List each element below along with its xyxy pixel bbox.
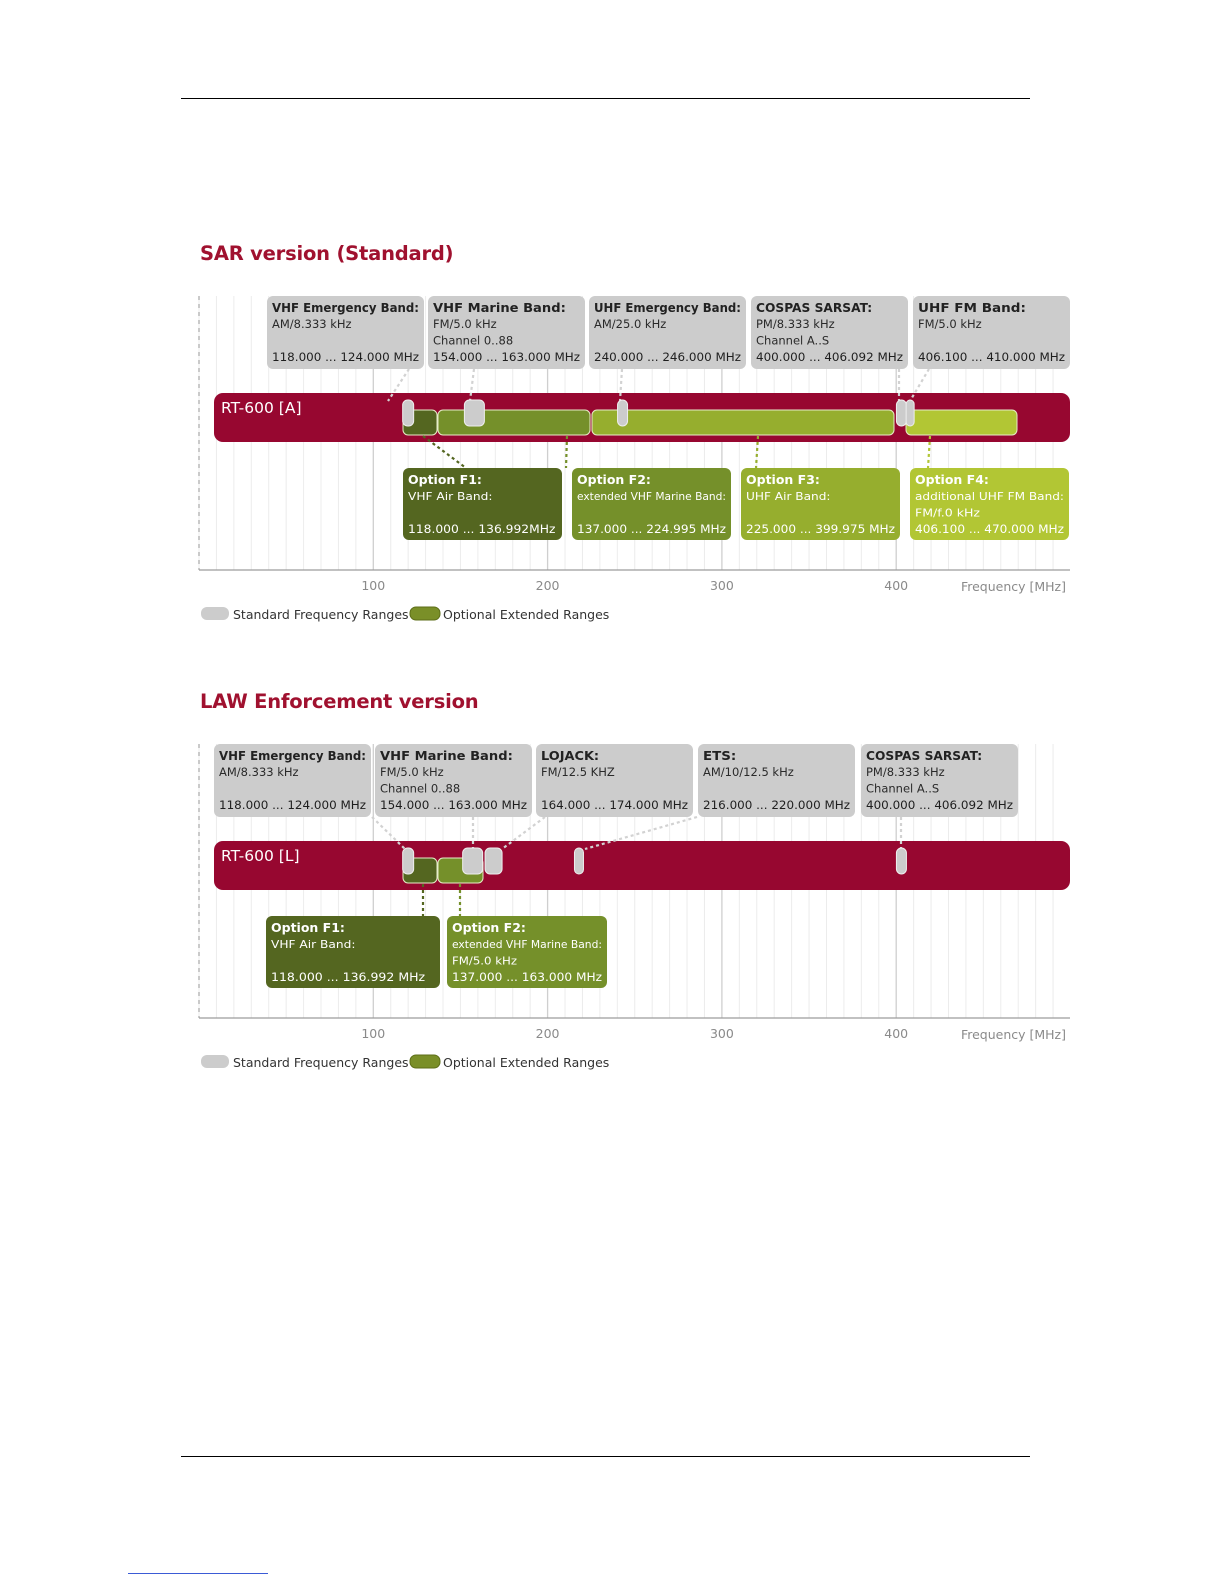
- option-title: Option F2:: [452, 920, 526, 935]
- legend-standard-swatch: [201, 607, 229, 620]
- optional-range-bar-f4: [906, 410, 1017, 435]
- standard-marker-vhf-emergency: [403, 400, 414, 426]
- legend-optional-swatch: [410, 1055, 440, 1068]
- x-tick-label: 100: [361, 578, 386, 593]
- option-title: Option F3:: [746, 472, 820, 487]
- optional-range-bar-f3: [592, 410, 894, 435]
- standard-marker-cospas-sarsat: [896, 400, 906, 426]
- option-card-f2: [447, 916, 607, 988]
- band-card-vhf-marine: [375, 744, 532, 817]
- legend-standard-swatch: [201, 1055, 229, 1068]
- x-tick-label: 200: [535, 578, 560, 593]
- option-card-f1: [403, 468, 562, 540]
- option-range: 406.100 ... 470.000 MHz: [915, 522, 1064, 536]
- standard-marker-cospas-sarsat: [896, 848, 906, 874]
- band-range: 118.000 ... 124.000 MHz: [272, 350, 419, 364]
- x-tick-label: 300: [709, 1026, 734, 1041]
- band-range: 400.000 ... 406.092 MHz: [756, 350, 903, 364]
- band-range: 240.000 ... 246.000 MHz: [594, 350, 741, 364]
- band-range: 216.000 ... 220.000 MHz: [703, 798, 850, 812]
- option-title: Option F4:: [915, 472, 989, 487]
- x-axis-label: Frequency [MHz]: [960, 579, 1066, 594]
- band-title: UHF FM Band:: [918, 300, 1026, 315]
- band-title: LOJACK:: [541, 748, 600, 763]
- band-detail: FM/5.0 kHz: [918, 317, 982, 331]
- band-title: COSPAS SARSAT:: [866, 748, 983, 763]
- band-title: COSPAS SARSAT:: [756, 300, 873, 315]
- band-title: VHF Emergency Band:: [219, 748, 366, 763]
- option-range: 137.000 ... 163.000 MHz: [452, 970, 602, 984]
- band-card-vhf-marine: [428, 296, 585, 369]
- standard-marker-lojack: [485, 848, 502, 874]
- option-detail: additional UHF FM Band:: [915, 490, 1064, 503]
- band-detail: Channel A..S: [756, 333, 830, 348]
- band-detail: PM/8.333 kHz: [866, 765, 945, 779]
- option-card-f2: [572, 468, 731, 540]
- footer-rule: [181, 1456, 1030, 1457]
- band-title: VHF Marine Band:: [433, 300, 566, 315]
- band-title: UHF Emergency Band:: [594, 300, 741, 315]
- legend-standard-label: Standard Frequency Ranges: [233, 1055, 409, 1070]
- legend: [201, 607, 609, 622]
- diagram-section-sar: [199, 296, 1070, 622]
- band-card-cospas-sarsat: [751, 296, 908, 369]
- option-card-f4: [910, 468, 1069, 540]
- band-detail: FM/5.0 kHz: [433, 317, 497, 331]
- law-section-title: LAW Enforcement version: [200, 690, 479, 713]
- option-detail: FM/f.0 kHz: [915, 506, 981, 520]
- option-detail: extended VHF Marine Band:: [452, 938, 602, 951]
- band-detail: FM/5.0 kHz: [380, 765, 444, 779]
- device-label: RT-600 [L]: [221, 847, 300, 865]
- standard-marker-uhf-emergency: [618, 400, 628, 426]
- option-title: Option F1:: [271, 920, 345, 935]
- option-range: 225.000 ... 399.975 MHz: [746, 522, 895, 536]
- standard-marker-vhf-marine: [463, 848, 483, 874]
- legend-standard-label: Standard Frequency Ranges: [233, 607, 409, 622]
- standard-marker-uhf-fm: [906, 400, 914, 426]
- band-range: 164.000 ... 174.000 MHz: [541, 798, 688, 812]
- option-detail: VHF Air Band:: [271, 938, 356, 951]
- option-detail: UHF Air Band:: [746, 490, 831, 503]
- band-range: 154.000 ... 163.000 MHz: [380, 798, 527, 812]
- band-range: 118.000 ... 124.000 MHz: [219, 798, 366, 812]
- band-detail: PM/8.333 kHz: [756, 317, 835, 331]
- option-range: 137.000 ... 224.995 MHz: [577, 522, 726, 536]
- option-card-f1: [266, 916, 440, 988]
- band-card-uhf-emergency: [589, 296, 746, 369]
- legend-optional-label: Optional Extended Ranges: [443, 607, 610, 622]
- option-detail: VHF Air Band:: [408, 490, 493, 503]
- standard-marker-ets: [574, 848, 583, 874]
- x-tick-label: 400: [884, 578, 909, 593]
- sar-section-title: SAR version (Standard): [200, 242, 454, 265]
- band-card-ets: [698, 744, 855, 817]
- band-range: 400.000 ... 406.092 MHz: [866, 798, 1013, 812]
- legend: [201, 1055, 609, 1070]
- band-card-vhf-emergency: [214, 744, 371, 817]
- option-title: Option F2:: [577, 472, 651, 487]
- legend-optional-label: Optional Extended Ranges: [443, 1055, 610, 1070]
- band-detail: Channel A..S: [866, 781, 940, 796]
- device-label: RT-600 [A]: [221, 399, 302, 417]
- option-detail: FM/5.0 kHz: [452, 954, 518, 968]
- x-tick-label: 300: [709, 578, 734, 593]
- x-axis-label: Frequency [MHz]: [960, 1027, 1066, 1042]
- band-title: VHF Marine Band:: [380, 748, 513, 763]
- option-title: Option F1:: [408, 472, 482, 487]
- x-tick-label: 200: [535, 1026, 560, 1041]
- option-card-f3: [741, 468, 900, 540]
- diagram-section-law: [199, 744, 1070, 1070]
- x-tick-label: 400: [884, 1026, 909, 1041]
- band-title: VHF Emergency Band:: [272, 300, 419, 315]
- band-range: 154.000 ... 163.000 MHz: [433, 350, 580, 364]
- band-card-vhf-emergency: [267, 296, 424, 369]
- option-range: 118.000 ... 136.992MHz: [408, 522, 556, 536]
- band-detail: Channel 0..88: [433, 333, 514, 348]
- standard-marker-vhf-marine: [464, 400, 484, 426]
- x-tick-label: 100: [361, 1026, 386, 1041]
- standard-marker-vhf-emergency: [403, 848, 414, 874]
- option-range: 118.000 ... 136.992 MHz: [271, 970, 426, 984]
- device-bar: [214, 841, 1070, 890]
- footer-link-underline[interactable]: [128, 1573, 268, 1574]
- band-detail: AM/25.0 kHz: [594, 317, 667, 331]
- band-card-lojack: [536, 744, 693, 817]
- band-detail: AM/10/12.5 kHz: [703, 765, 794, 779]
- option-detail: extended VHF Marine Band:: [577, 490, 726, 503]
- band-range: 406.100 ... 410.000 MHz: [918, 350, 1065, 364]
- band-title: ETS:: [703, 748, 737, 763]
- legend-optional-swatch: [410, 607, 440, 620]
- band-card-cospas-sarsat: [861, 744, 1018, 817]
- band-detail: AM/8.333 kHz: [219, 765, 299, 779]
- band-detail: AM/8.333 kHz: [272, 317, 352, 331]
- band-card-uhf-fm: [913, 296, 1070, 369]
- optional-range-bar-f2: [438, 410, 590, 435]
- band-detail: FM/12.5 KHZ: [541, 765, 615, 779]
- band-detail: Channel 0..88: [380, 781, 461, 796]
